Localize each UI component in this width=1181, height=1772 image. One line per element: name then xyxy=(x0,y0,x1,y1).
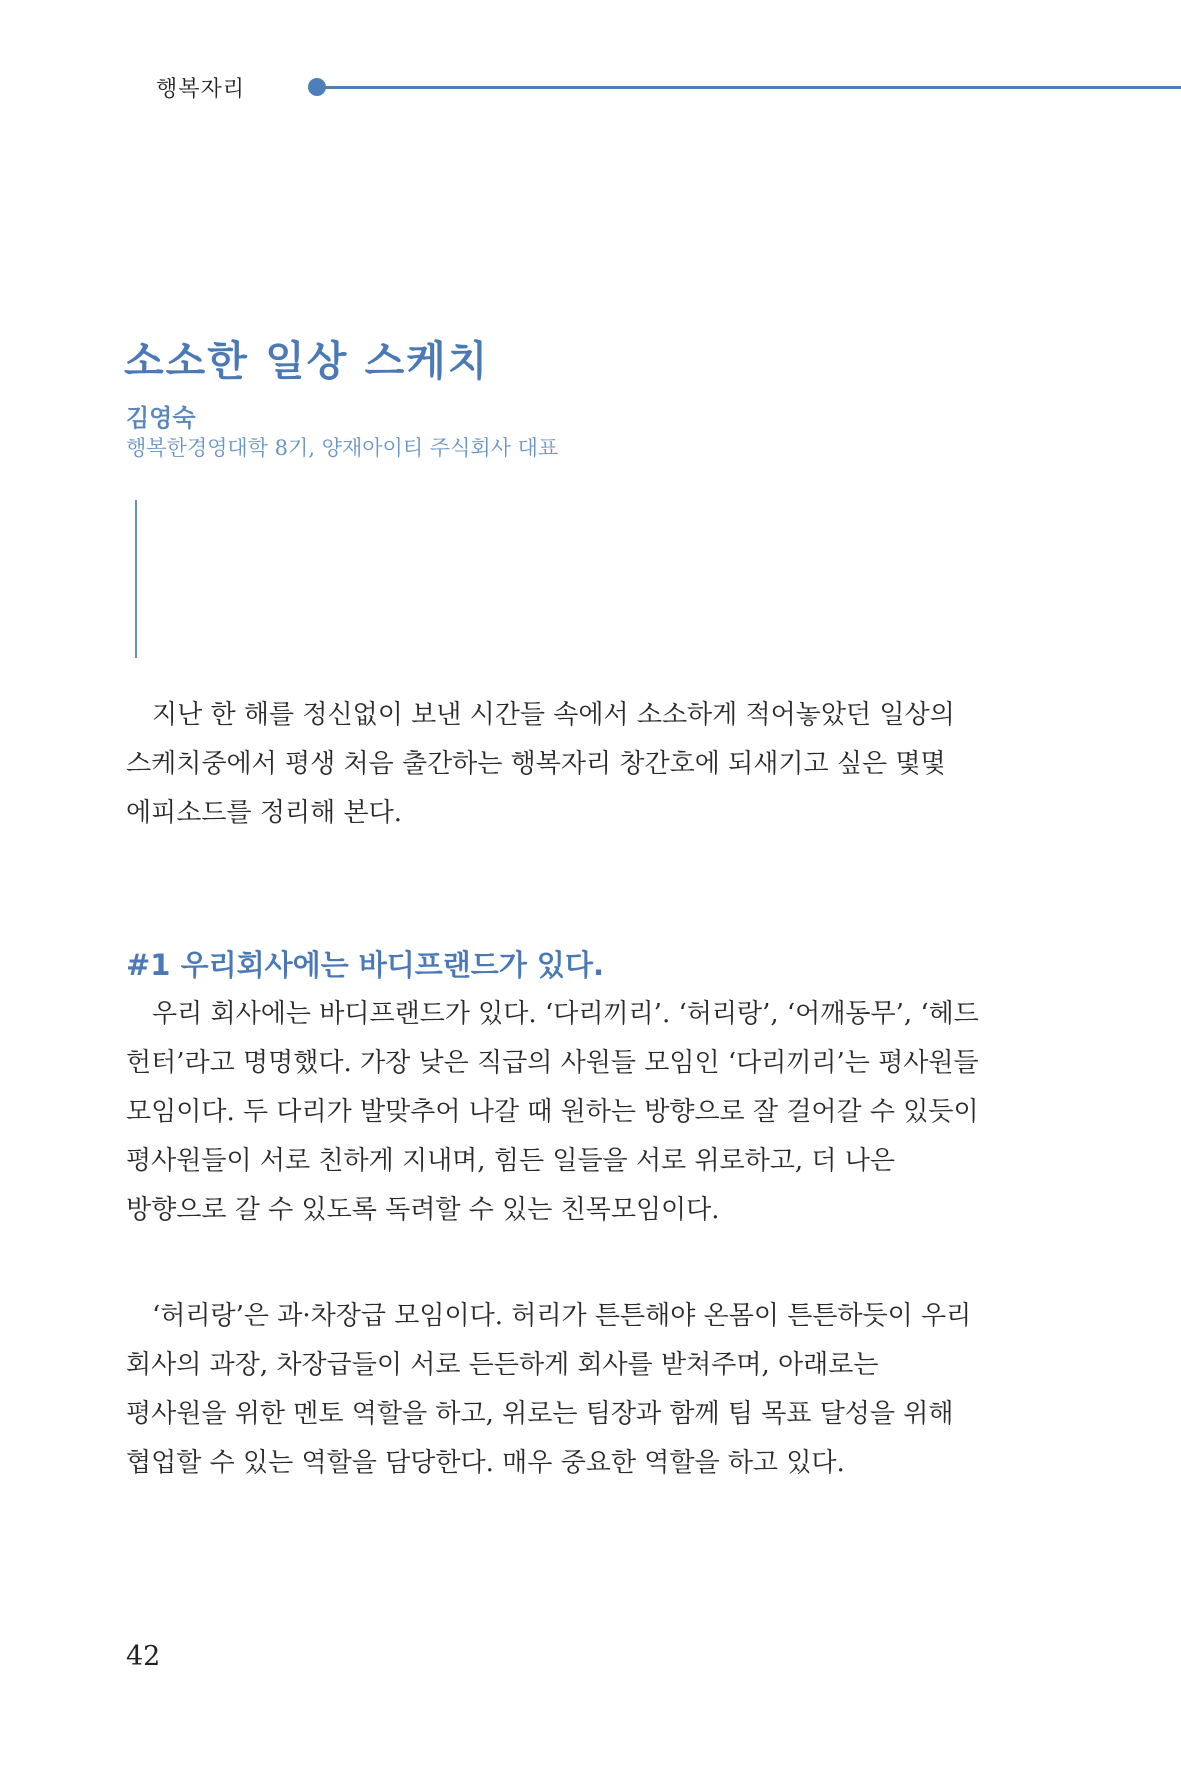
intro-paragraph: 지난 한 해를 정신없이 보낸 시간들 속에서 소소하게 적어놓았던 일상의 스케치중에서 평생 처음 출간하는 행복자리 창간호에 되새기고 싶은 몇몇 에피소드를 정리해 본다. xyxy=(126,700,955,828)
header-rule-line xyxy=(318,86,1181,89)
header-rule xyxy=(308,78,1181,98)
body-paragraph: 우리 회사에는 바디프랜드가 있다. ‘다리끼리’. ‘허리랑’, ‘어깨동무’, ‘헤드 헌터’라고 명명했다. 가장 낮은 직급의 사원들 모임인 ‘다리끼리’는 평사원들 모임이다. 두 다리가 발맞추어 나갈 때 원하는 방향으로 잘 걸어갈 수 있듯이 평사원들이 서로 친하게 지내며, 힘든 일들을 서로 위로하고, 더 나은 방향으로 갈 수 있도록 독려할 수 있는 친목모임이다. xyxy=(126,999,979,1225)
header-rule-dot xyxy=(308,78,326,96)
page-number: 42 xyxy=(126,1641,161,1672)
vertical-divider xyxy=(135,500,137,658)
section-heading: #1 우리회사에는 바디프랜드가 있다. xyxy=(126,948,604,982)
body-paragraph: ‘허리랑’은 과·차장급 모임이다. 허리가 튼튼해야 온몸이 튼튼하듯이 우리 회사의 과장, 차장급들이 서로 든든하게 회사를 받쳐주며, 아래로는 평사원을 위한 멘토 역할을 하고, 위로는 팀장과 함께 팀 목표 달성을 위해 협업할 수 있는 역할을 담당한다. 매우 중요한 역할을 하고 있다. xyxy=(126,1301,972,1478)
article-title: 소소한 일상 스케치 xyxy=(124,337,490,385)
author-affiliation: 행복한경영대학 8기, 양재아이티 주식회사 대표 xyxy=(126,436,559,460)
running-head-title: 행복자리 xyxy=(156,77,246,102)
author-name: 김영숙 xyxy=(126,404,196,432)
